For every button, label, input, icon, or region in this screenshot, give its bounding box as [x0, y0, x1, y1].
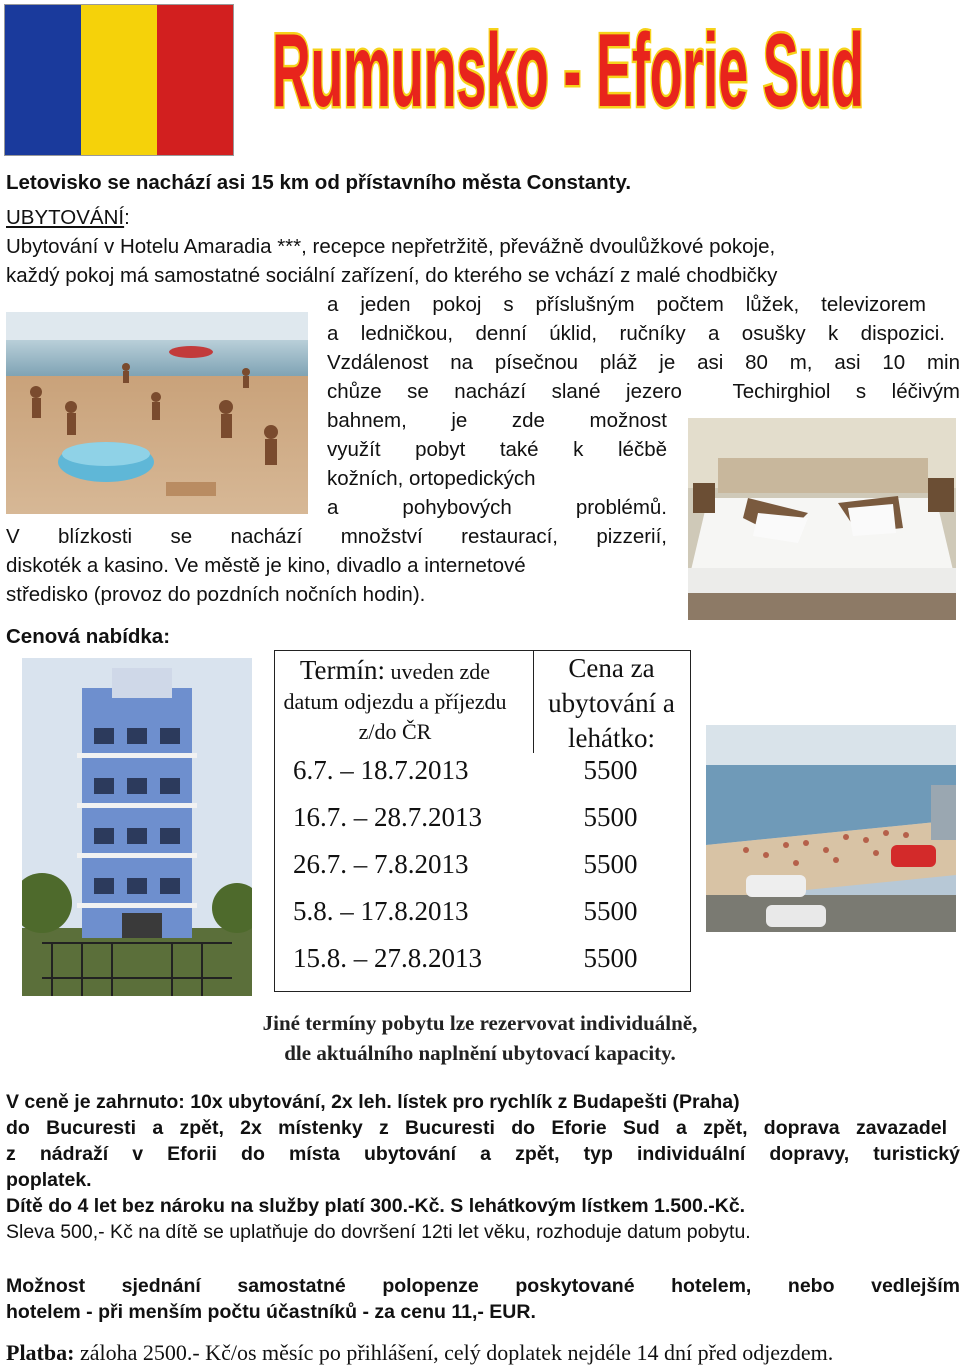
beach-photo — [6, 312, 308, 514]
price-table — [274, 650, 691, 992]
accommodation-line-6: chůze se nachází slané jezero Techirghiol s léčivým — [327, 380, 960, 403]
flag-stripe-blue — [5, 5, 81, 155]
term-dates: 26.7. – 7.8.2013 — [293, 849, 469, 879]
section-heading-accommodation — [6, 203, 130, 232]
accommodation-line-8: využít pobyt také k léčbě — [327, 438, 667, 461]
accommodation-line-10: a pohybových problémů. — [327, 496, 667, 519]
flag-stripe-red — [157, 5, 233, 155]
term-header-rest: uveden zde datum odjezdu a příjezdu z/do ČR — [283, 659, 507, 744]
accommodation-line-5: Vzdálenost na písečnou pláž je asi 80 m, asi 10 min — [327, 351, 960, 374]
crowded-beach-photo — [706, 725, 956, 932]
table-row — [275, 755, 690, 802]
page-title — [268, 14, 868, 124]
note-line-2: dle aktuálního naplnění ubytovací kapacity. — [284, 1041, 676, 1065]
term-dates: 6.7. – 18.7.2013 — [293, 755, 469, 785]
table-row — [275, 896, 690, 943]
table-row — [275, 849, 690, 896]
term-dates: 15.8. – 27.8.2013 — [293, 943, 482, 973]
accommodation-line-2: každý pokoj má samostatné sociální zařízení, do kterého se vchází z malé chodbičky — [6, 264, 778, 287]
included-line-1: V ceně je zahrnuto: 10x ubytování, 2x leh. lístek pro rychlík z Budapešti (Praha) — [6, 1091, 740, 1113]
intro-line: Letovisko se nachází asi 15 km od přístavního města Constanty. — [6, 171, 632, 194]
term-dates: 5.8. – 17.8.2013 — [293, 896, 469, 926]
included-line-2: do Bucuresti a zpět, 2x místenky z Bucuresti do Eforie Sud a zpět, doprava zavazadel — [6, 1117, 947, 1139]
accommodation-line-1: Ubytování v Hotelu Amaradia ***, recepce nepřetržitě, převážně dvoulůžkové pokoje, — [6, 235, 776, 258]
price-value: 5500 — [583, 943, 638, 973]
included-line-3: z nádraží v Eforii do místa ubytování a zpět, typ individuální dopravy, turistický — [6, 1143, 960, 1165]
flag-stripe-yellow — [81, 5, 157, 155]
price-column-header: Cena za ubytování a lehátko: — [533, 651, 689, 753]
accommodation-line-3: a jeden pokoj s příslušným počtem lůžek, televizorem — [327, 293, 926, 316]
payment-label: Platba: — [6, 1340, 75, 1365]
price-heading: Cenová nabídka: — [6, 625, 171, 648]
price-value: 5500 — [583, 896, 638, 926]
heading-colon: : — [124, 206, 130, 229]
term-dates: 16.7. – 28.7.2013 — [293, 802, 482, 832]
price-value: 5500 — [583, 802, 638, 832]
accommodation-line-4: a ledničkou, denní úklid, ručníky a osušky k dispozici. — [327, 322, 945, 345]
accommodation-heading: UBYTOVÁNÍ — [6, 206, 125, 229]
term-column-header — [275, 655, 515, 747]
table-row — [275, 802, 690, 849]
accommodation-line-13: středisko (provoz do pozdních nočních hodin). — [6, 583, 426, 606]
table-row — [275, 943, 690, 990]
hotel-building-photo — [22, 658, 252, 996]
payment-line — [6, 1339, 960, 1367]
accommodation-line-12: diskoték a kasino. Ve městě je kino, divadlo a internetové — [6, 554, 526, 577]
child-price-line: Dítě do 4 let bez nároku na služby platí 300.-Kč. S lehátkovým lístkem 1.500.-Kč. — [6, 1195, 746, 1217]
booking-note — [180, 1008, 780, 1068]
board-line-1: Možnost sjednání samostatné polopenze poskytované hotelem, nebo vedlejším — [6, 1275, 960, 1297]
page-title-text: Rumunsko - Eforie Sud — [272, 14, 864, 124]
hotel-room-photo — [688, 418, 956, 620]
note-line-1: Jiné termíny pobytu lze rezervovat individuálně, — [262, 1011, 698, 1035]
accommodation-line-7: bahnem, je zde možnost — [327, 409, 667, 432]
board-line-2: hotelem - při menším počtu účastníků - za cenu 11,- EUR. — [6, 1301, 536, 1323]
accommodation-line-9: kožních, ortopedických — [327, 467, 536, 490]
price-value: 5500 — [583, 849, 638, 879]
price-value: 5500 — [583, 755, 638, 785]
term-header-title: Termín: — [299, 655, 386, 685]
payment-text: záloha 2500.- Kč/os měsíc po přihlášení, celý doplatek nejdéle 14 dní před odjezdem. — [74, 1340, 834, 1365]
included-line-4: poplatek. — [6, 1169, 92, 1191]
romanian-flag — [4, 4, 234, 156]
accommodation-line-11: V blízkosti se nachází množství restaurací, pizzerií, — [6, 525, 667, 548]
discount-line: Sleva 500,- Kč na dítě se uplatňuje do dovršení 12ti let věku, rozhoduje datum pobytu. — [6, 1221, 751, 1243]
